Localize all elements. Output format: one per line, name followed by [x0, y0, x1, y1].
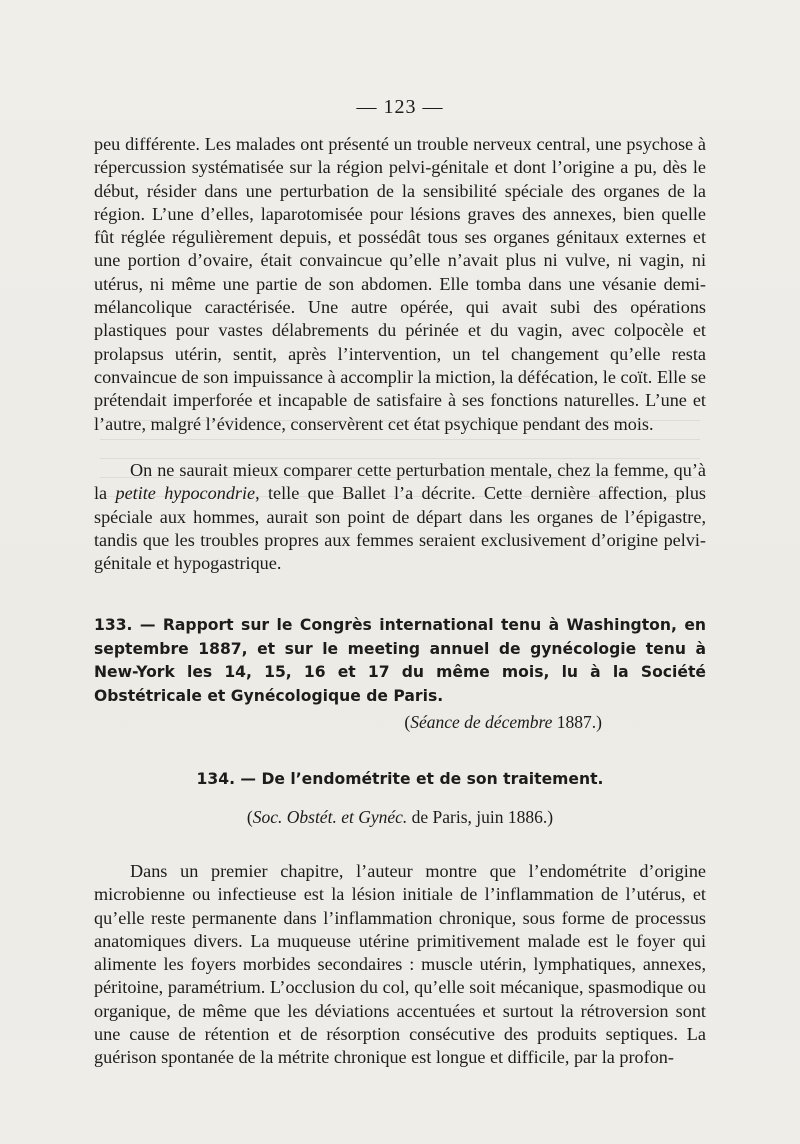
section-133-block — [94, 614, 706, 708]
paragraph-2-italic: petite hypocondrie — [115, 483, 256, 504]
section-134-source-italic: Soc. Obstét. et Gynéc. — [252, 807, 408, 827]
section-133-source-italic: Séance de décembre — [410, 712, 553, 732]
paragraph-2-before: On ne saurait mieux comparer cette perturbation mentale, chez la femme, qu’à la — [94, 460, 706, 504]
section-133-source-open: ( — [404, 712, 411, 732]
paragraph-2-block — [94, 459, 706, 575]
paragraph-3: Dans un premier chapitre, l’auteur montre que l’endométrite d’origine microbienne ou infectieuse est la lésion initiale de l’inflammation de l’utérus, et qu’elle reste permanente dans l’inflammation chronique, sous forme de processus anatomiques divers. La muqueuse utérine primitivement malade est le foyer qui alimente les foyers morbides secondaires : muscle utérin, lymphatiques, annexes, péritoine, paramétrium. L’occlusion du col, qu’elle soit mécanique, spasmodique ou organique, de même que les déviations accentuées et surtout la rétroversion sont une cause de rétention et de résorption consécutive des produits septiques. La guérison spontanée de la métrite chronique est longue et difficile, par la profon- — [94, 861, 706, 1068]
section-134-source-block — [94, 806, 706, 829]
paragraph-2-after: , telle que Ballet l’a décrite. Cette dernière affection, plus spéciale aux hommes, aurait son point de départ dans les organes de l’épigastre, tandis que les troubles propres aux femmes seraient exclusivement d’origine pelvi-génitale et hypogastrique. — [94, 483, 706, 574]
paragraph-3-block — [94, 860, 706, 1070]
paragraph-2 — [94, 459, 706, 575]
section-133-heading: 133. — Rapport sur le Congrès international tenu à Washington, en septembre 1887, et sur le meeting annuel de gynécologie tenu à New-York les 14, 15, 16 et 17 du même mois, lu à la Société Obstétricale et Gynécologique de Paris. — [94, 616, 706, 705]
section-134-block — [94, 768, 706, 792]
section-134-source-open: ( — [246, 807, 253, 827]
section-133-source-rest: 1887.) — [552, 712, 602, 732]
section-134-heading: 134. — De l’endométrite et de son traitement. — [196, 770, 604, 788]
paragraph-1: peu différente. Les malades ont présenté un trouble nerveux central, une psychose à répercussion systématisée sur la région pelvi-génitale et dont l’origine a pu, dès le début, résider dans une perturbation de la sensibilité spéciale des organes de la région. L’une d’elles, laparotomisée pour lésions graves des annexes, bien quelle fût réglée régulièrement depuis, et possédât tous ses organes génitaux externes et une portion d’ovaire, était convaincue qu’elle n’avait plus ni vulve, ni vagin, ni utérus, ni même une partie de son abdomen. Elle tomba dans une vésanie demi-mélancolique caractérisée. Une autre opérée, qui avait subi des opérations plastiques pour vastes délabrements du périnée et du vagin, avec colpocèle et prolapsus utérin, sentit, après l’intervention, un tel changement qu’elle resta convaincue de son impuissance à accomplir la miction, la défécation, le coït. Elle se prétendait imperforée et incapable de satisfaire à ses fonctions naturelles. L’une et l’autre, malgré l’évidence, conservèrent cet état psychique pendant des mois. — [94, 134, 706, 434]
section-133-source — [94, 711, 706, 734]
section-133-source-block — [94, 711, 706, 734]
page-number: — 123 — — [356, 96, 444, 118]
section-134-source — [94, 806, 706, 829]
section-134-source-rest: de Paris, juin 1886.) — [407, 807, 554, 827]
paragraph-1-block — [94, 133, 706, 436]
